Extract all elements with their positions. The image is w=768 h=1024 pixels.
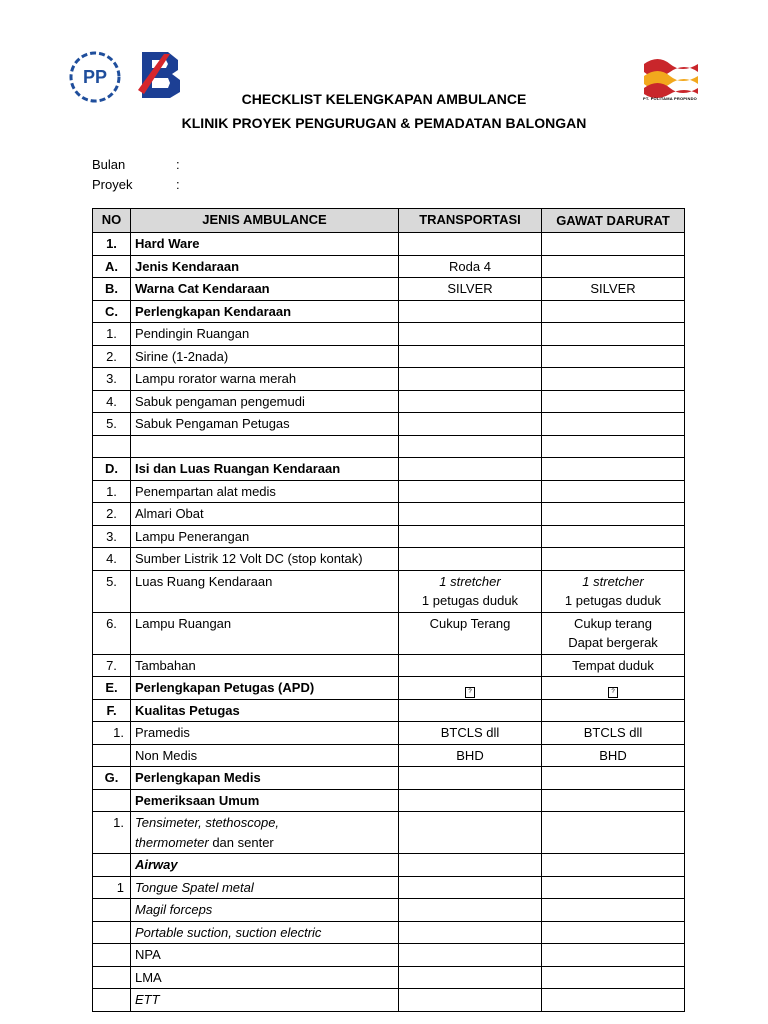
row-no: A. — [93, 255, 131, 278]
row-label: Portable suction, suction electric — [131, 921, 399, 944]
row-label: Hard Ware — [131, 233, 399, 256]
row-transportasi[interactable]: BTCLS dll — [399, 722, 542, 745]
row-gawat[interactable] — [542, 921, 685, 944]
row-gawat[interactable] — [542, 899, 685, 922]
row-no — [93, 789, 131, 812]
row-gawat[interactable] — [542, 435, 685, 458]
row-gawat[interactable] — [542, 966, 685, 989]
row-gawat[interactable] — [542, 413, 685, 436]
row-no — [93, 744, 131, 767]
row-gawat[interactable] — [542, 368, 685, 391]
row-no: 1. — [93, 480, 131, 503]
table-row — [93, 767, 685, 790]
row-label: Kualitas Petugas — [131, 699, 399, 722]
row-no: 5. — [93, 570, 131, 612]
row-gawat[interactable]: Tempat duduk — [542, 654, 685, 677]
row-transportasi[interactable] — [399, 570, 542, 612]
table-row — [93, 966, 685, 989]
row-label — [131, 812, 399, 854]
row-label: Penempartan alat medis — [131, 480, 399, 503]
row-label: Airway — [131, 854, 399, 877]
row-gawat[interactable]: BHD — [542, 744, 685, 767]
row-label: Non Medis — [131, 744, 399, 767]
row-label: Magil forceps — [131, 899, 399, 922]
row-no: D. — [93, 458, 131, 481]
row-no: E. — [93, 677, 131, 700]
row-transportasi[interactable] — [399, 654, 542, 677]
table-row — [93, 789, 685, 812]
row-label: NPA — [131, 944, 399, 967]
row-no: C. — [93, 300, 131, 323]
table-row — [93, 876, 685, 899]
proyek-sep: : — [176, 177, 180, 192]
row-no: 4. — [93, 548, 131, 571]
row-gawat[interactable] — [542, 525, 685, 548]
row-transportasi[interactable] — [399, 323, 542, 346]
row-transportasi[interactable] — [399, 876, 542, 899]
gawat-lampu-1: Cukup terang — [573, 615, 653, 631]
row-gawat[interactable] — [542, 767, 685, 790]
row-no: 1. — [93, 812, 131, 854]
row-transportasi[interactable] — [399, 390, 542, 413]
row-gawat[interactable]: BTCLS dll — [542, 722, 685, 745]
pp-logo-text: PP — [82, 67, 108, 87]
row-transportasi[interactable] — [399, 699, 542, 722]
row-label: Sabuk pengaman pengemudi — [131, 390, 399, 413]
row-transportasi[interactable] — [399, 368, 542, 391]
row-label: ETT — [131, 989, 399, 1012]
table-row — [93, 300, 685, 323]
table-row — [93, 744, 685, 767]
politama-caption: PT. POLITAMA PROPINDO — [643, 96, 697, 101]
row-transportasi[interactable] — [399, 233, 542, 256]
row-label: Sabuk Pengaman Petugas — [131, 413, 399, 436]
row-label: Isi dan Luas Ruangan Kendaraan — [131, 458, 399, 481]
row-gawat[interactable] — [542, 612, 685, 654]
proyek-label: Proyek — [92, 177, 133, 192]
table-row — [93, 345, 685, 368]
row-transportasi[interactable] — [399, 435, 542, 458]
table-row — [93, 570, 685, 612]
table-row — [93, 480, 685, 503]
row-no — [93, 944, 131, 967]
row-label: Perlengkapan Medis — [131, 767, 399, 790]
row-transportasi[interactable] — [399, 345, 542, 368]
row-gawat[interactable] — [542, 458, 685, 481]
header-no: NO — [93, 209, 131, 233]
row-gawat[interactable] — [542, 789, 685, 812]
row-gawat[interactable] — [542, 944, 685, 967]
row-no: 2. — [93, 345, 131, 368]
bulan-label: Bulan — [92, 157, 126, 172]
row-no: B. — [93, 278, 131, 301]
row-label: Lampu rorator warna merah — [131, 368, 399, 391]
row-no: G. — [93, 767, 131, 790]
row-transportasi[interactable]: SILVER — [399, 278, 542, 301]
row-transportasi[interactable] — [399, 944, 542, 967]
row-gawat[interactable] — [542, 480, 685, 503]
row-label: Pramedis — [131, 722, 399, 745]
row-transportasi[interactable] — [399, 899, 542, 922]
row-no: 5. — [93, 413, 131, 436]
row-gawat[interactable] — [542, 548, 685, 571]
row-transportasi[interactable]: Cukup Terang — [399, 612, 542, 654]
row-gawat[interactable] — [542, 300, 685, 323]
table-row — [93, 525, 685, 548]
row-transportasi[interactable] — [399, 677, 542, 700]
row-label: Tongue Spatel metal — [131, 876, 399, 899]
row-label: Tambahan — [131, 654, 399, 677]
label-tensimeter: Tensimeter, stethoscope, — [135, 815, 280, 830]
placeholder-box-icon: ? — [608, 687, 618, 698]
table-row — [93, 812, 685, 854]
meta-proyek — [92, 177, 180, 192]
row-transportasi[interactable] — [399, 989, 542, 1012]
row-no — [93, 989, 131, 1012]
row-no: 1. — [93, 323, 131, 346]
row-transportasi[interactable] — [399, 413, 542, 436]
row-transportasi[interactable] — [399, 789, 542, 812]
gawat-stretcher: 1 stretcher — [582, 573, 644, 589]
row-no: 4. — [93, 390, 131, 413]
row-label: Jenis Kendaraan — [131, 255, 399, 278]
table-row — [93, 989, 685, 1012]
row-gawat[interactable] — [542, 233, 685, 256]
row-no: 1 — [93, 876, 131, 899]
table-row — [93, 368, 685, 391]
table-row — [93, 944, 685, 967]
table-row — [93, 921, 685, 944]
table-row — [93, 548, 685, 571]
row-no: 1. — [93, 233, 131, 256]
doc-subtitle: KLINIK PROYEK PENGURUGAN & PEMADATAN BALONGAN — [181, 115, 587, 131]
table-row — [93, 278, 685, 301]
row-label: Warna Cat Kendaraan — [131, 278, 399, 301]
header-transportasi: TRANSPORTASI — [399, 209, 542, 233]
placeholder-box-icon: ? — [465, 687, 475, 698]
row-gawat[interactable] — [542, 812, 685, 854]
row-label: LMA — [131, 966, 399, 989]
row-gawat[interactable] — [542, 323, 685, 346]
meta-bulan — [92, 157, 180, 172]
row-transportasi[interactable] — [399, 767, 542, 790]
table-row — [93, 612, 685, 654]
row-transportasi[interactable] — [399, 480, 542, 503]
table-row — [93, 323, 685, 346]
table-row — [93, 233, 685, 256]
row-transportasi[interactable]: Roda 4 — [399, 255, 542, 278]
row-gawat[interactable] — [542, 677, 685, 700]
transport-petugas: 1 petugas duduk — [421, 593, 519, 608]
row-label: Almari Obat — [131, 503, 399, 526]
table-row — [93, 654, 685, 677]
table-row — [93, 435, 685, 458]
table-row — [93, 899, 685, 922]
row-transportasi[interactable] — [399, 503, 542, 526]
row-transportasi[interactable] — [399, 300, 542, 323]
table-row — [93, 413, 685, 436]
table-row — [93, 458, 685, 481]
row-gawat[interactable] — [542, 876, 685, 899]
row-gawat[interactable] — [542, 854, 685, 877]
row-transportasi[interactable] — [399, 458, 542, 481]
row-label: Lampu Penerangan — [131, 525, 399, 548]
row-no — [93, 899, 131, 922]
row-no — [93, 921, 131, 944]
row-gawat[interactable] — [542, 699, 685, 722]
row-transportasi[interactable] — [399, 854, 542, 877]
row-gawat[interactable] — [542, 989, 685, 1012]
row-gawat[interactable] — [542, 345, 685, 368]
row-label: Pemeriksaan Umum — [131, 789, 399, 812]
table-row — [93, 677, 685, 700]
row-no: 3. — [93, 525, 131, 548]
transport-stretcher: 1 stretcher — [439, 573, 501, 589]
row-label: Perlengkapan Petugas (APD) — [131, 677, 399, 700]
row-label — [131, 435, 399, 458]
row-no: 2. — [93, 503, 131, 526]
row-transportasi[interactable] — [399, 525, 542, 548]
row-transportasi[interactable] — [399, 921, 542, 944]
doc-title: CHECKLIST KELENGKAPAN AMBULANCE — [241, 91, 527, 107]
row-gawat[interactable] — [542, 255, 685, 278]
row-no — [93, 435, 131, 458]
row-label: Perlengkapan Kendaraan — [131, 300, 399, 323]
bulan-sep: : — [176, 157, 180, 172]
label-senter: dan senter — [208, 834, 274, 850]
row-transportasi[interactable]: BHD — [399, 744, 542, 767]
row-no: 3. — [93, 368, 131, 391]
row-transportasi[interactable] — [399, 812, 542, 854]
row-no — [93, 854, 131, 877]
table-header-row — [93, 209, 685, 233]
table-row — [93, 503, 685, 526]
row-label: Sirine (1-2nada) — [131, 345, 399, 368]
row-no — [93, 966, 131, 989]
header-jenis: JENIS AMBULANCE — [131, 209, 399, 233]
row-transportasi[interactable] — [399, 548, 542, 571]
table-row — [93, 255, 685, 278]
row-no: F. — [93, 699, 131, 722]
label-thermometer: thermometer — [135, 834, 209, 850]
row-gawat[interactable]: SILVER — [542, 278, 685, 301]
row-label: Luas Ruang Kendaraan — [131, 570, 399, 612]
row-gawat[interactable] — [542, 390, 685, 413]
row-transportasi[interactable] — [399, 966, 542, 989]
row-label: Pendingin Ruangan — [131, 323, 399, 346]
gawat-petugas: 1 petugas duduk — [564, 593, 662, 608]
gawat-lampu-2: Dapat bergerak — [568, 635, 658, 650]
row-gawat[interactable] — [542, 503, 685, 526]
row-no: 1. — [93, 722, 131, 745]
checklist-table — [92, 208, 685, 1012]
table-row — [93, 722, 685, 745]
table-row — [93, 854, 685, 877]
header-gawat-darurat: GAWAT DARURAT — [542, 209, 685, 233]
row-gawat[interactable] — [542, 570, 685, 612]
row-no: 6. — [93, 612, 131, 654]
row-label: Sumber Listrik 12 Volt DC (stop kontak) — [131, 548, 399, 571]
table-row — [93, 699, 685, 722]
row-label: Lampu Ruangan — [131, 612, 399, 654]
table-row — [93, 390, 685, 413]
row-no: 7. — [93, 654, 131, 677]
